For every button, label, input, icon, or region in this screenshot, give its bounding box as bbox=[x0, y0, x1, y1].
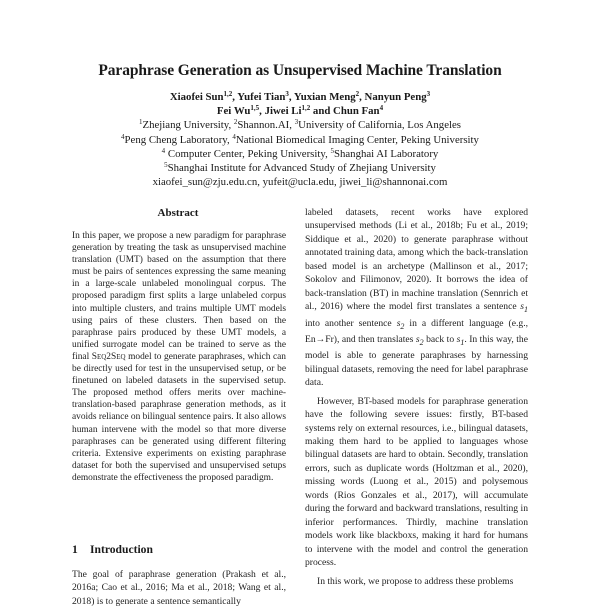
math-symbol: s bbox=[396, 317, 401, 329]
math-symbol: s bbox=[456, 333, 461, 345]
affiliation-mark: 1,5 bbox=[250, 104, 260, 113]
affiliation-text: Shanghai AI Laboratory bbox=[333, 147, 439, 160]
and-word: and bbox=[312, 105, 331, 118]
abstract-text-part: In this paper, we propose a new paradigm for paraphrase generation by treating the task as unsupervised machine translation (UMT) based on the assumption that there must be pairs of sentences expressing the same meaning in a large-scale unlabeled monolingual corpus. The proposed paradigm first splits a large unlabeled corpus into multiple clusters, and trains multiple UMT models using pairs of these clusters. Then based on the paraphrase pairs produced by these UMT models, a unified surrogate model can be trained to serve as the final bbox=[72, 231, 286, 362]
author-name: Fei Wu bbox=[216, 105, 251, 118]
section-heading-introduction bbox=[72, 543, 153, 556]
affiliation-text: Zhejiang University, bbox=[142, 119, 234, 132]
author-emails: xiaofei_sun@zju.edu.cn, yufeit@ucla.edu, jiwei_li@shannonai.com bbox=[152, 176, 448, 189]
affiliation-line-3 bbox=[0, 147, 600, 161]
affiliation-mark: 3 bbox=[285, 90, 289, 98]
introduction-text: The goal of paraphrase generation (Prakash et al., 2016a; Cao et al., 2016; Ma et al., 2018; Wang et al., 2018) is to generate a sentence semantically bbox=[72, 569, 286, 607]
math-subscript: 1 bbox=[524, 305, 528, 315]
author-name: Jiwei Li bbox=[264, 105, 302, 118]
section-title: Introduction bbox=[90, 543, 153, 556]
affiliation-text: Peng Cheng Laboratory, bbox=[124, 133, 233, 146]
author-line-1: Xiaofei Sun$^{1,2}$, Yufei Tian$^3$, Yuxian Meng$^2$, Nanyun Peng$^3$ bbox=[169, 90, 431, 103]
affiliation-mark: 1,2 bbox=[223, 90, 233, 98]
affiliation-mark: 1 bbox=[139, 118, 143, 127]
affiliation-line-1 bbox=[0, 118, 600, 132]
paper-title: Paraphrase Generation as Unsupervised Machine Translation bbox=[98, 62, 502, 79]
affiliation-text: Computer Center, Peking University, bbox=[165, 147, 331, 160]
author-name: Yuxian Meng bbox=[293, 91, 356, 103]
abstract-text bbox=[72, 230, 286, 484]
affiliation-text: Shanghai Institute for Advanced Study of Zhejiang University bbox=[167, 162, 436, 175]
affiliation-mark: 2 bbox=[233, 118, 238, 127]
affiliation-text: Shannon.AI, bbox=[237, 119, 295, 132]
paragraph: However, BT-based models for paraphrase generation have the following severe issues: firstly, BT-based systems rely on external resources, i.e., bilingual datasets, making them hard to be applied to languages whose bilingual datasets are hard to obtain. Secondly, translation errors, such as duplicate words (Holtzman et al., 2020), missing words (Luong et al., 2015) and polysemous words (Rios Gonzales et al., 2017), will accumulate during the forward and backward translations, resulting in inferior performances. Thirdly, machine translation models work like blackboxs, making it hard for humans to intervene with the model and control the generation process. bbox=[305, 395, 528, 569]
abstract-heading: Abstract bbox=[157, 207, 199, 219]
math-subscript: 1 bbox=[460, 337, 465, 347]
paragraph bbox=[305, 206, 528, 390]
author-name: Yufei Tian bbox=[237, 91, 286, 103]
text-run: . In this way, the model is able to generate paraphrases by harnessing bilingual datasets, removing the need for label paraphrase data. bbox=[305, 333, 528, 389]
affiliation-line-2 bbox=[0, 133, 600, 147]
text-run: in a different language (e.g., En→Fr), and then translates bbox=[305, 317, 528, 345]
section-number: 1 bbox=[72, 543, 78, 556]
author-line-2: Fei Wu$^{1,5}$, Jiwei Li$^{1,2}$ and Chun Fan$^4$ bbox=[216, 104, 384, 118]
affiliation-line-4 bbox=[0, 161, 600, 175]
affiliation-text: University of California, Los Angeles bbox=[298, 119, 461, 132]
math-s1 bbox=[520, 301, 528, 315]
right-column-text bbox=[305, 206, 528, 588]
affiliation-mark: 4 bbox=[121, 132, 125, 141]
math-symbol: s bbox=[520, 301, 524, 313]
math-subscript: 2 bbox=[419, 337, 424, 347]
affiliation-mark: 5 bbox=[164, 161, 168, 170]
paragraph: In this work, we propose to address these problems bbox=[317, 575, 514, 587]
text-run: back to bbox=[423, 333, 457, 345]
math-s2 bbox=[416, 334, 424, 345]
author-name: Nanyun Peng bbox=[364, 91, 427, 103]
affiliation-mark: 2 bbox=[355, 90, 360, 98]
text-run: labeled datasets, recent works have explored unsupervised methods (Li et al., 2018b; Fu et al., 2019; Siddique et al., 2020) to generate paraphrase without annotated training data, among which the back-translation based model is an archetype (Mallinson et al., 2017; Sokolov and Filimonov, 2020). It borrows the idea of back-translation (BT) in machine translation (Sennrich et al., 2016) where the model first translates a sentence bbox=[305, 207, 528, 313]
affiliation-mark: 5 bbox=[330, 146, 334, 155]
affiliation-text: National Biomedical Imaging Center, Peking University bbox=[235, 133, 479, 146]
author-name: Chun Fan bbox=[333, 105, 380, 118]
affiliation-mark: 4 bbox=[232, 132, 236, 141]
author-block bbox=[0, 90, 600, 189]
affiliation-mark: 3 bbox=[426, 90, 431, 98]
text-run: into another sentence bbox=[305, 317, 397, 329]
seq2seq-term: Seq2Seq bbox=[91, 351, 126, 362]
author-name: Xiaofei Sun bbox=[169, 91, 224, 103]
affiliation-mark: 1,2 bbox=[301, 104, 311, 113]
math-subscript: 2 bbox=[400, 321, 405, 331]
affiliation-mark: 3 bbox=[294, 118, 299, 127]
math-symbol: s bbox=[415, 333, 420, 345]
affiliation-mark: 4 bbox=[161, 146, 166, 155]
abstract-text-part: model to generate paraphrases, which can be directly used for test in the unsupervised setup, or be finetuned on labeled datasets in the supervised setup. The proposed method offers merits over machine-translation-based paraphrase generation methods, as it avoids reliance on bilingual sentence pairs. It also allows human intervene with the model so that more diverse paraphrases can be generated using different filtering criteria. Extensive experiments on existing paraphrase dataset for both the supervised and unsupervised setups demonstrate the effectiveness the proposed paradigm. bbox=[72, 351, 286, 483]
affiliation-mark: 4 bbox=[379, 104, 384, 113]
